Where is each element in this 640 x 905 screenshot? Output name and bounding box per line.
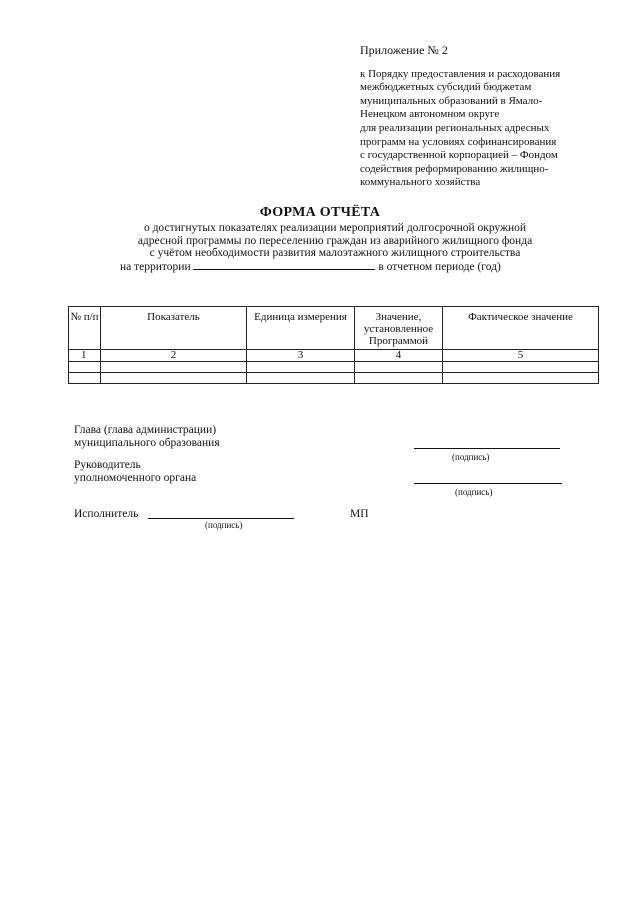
territory-line [100, 260, 570, 274]
column-number: 2 [101, 350, 247, 362]
subtitle-line: адресной программы по переселению граждан из аварийного жилищного фонда [137, 234, 533, 247]
header-planned-value: Значение, установленное Программой [355, 307, 443, 350]
appendix-line: для реализации региональных адресных [360, 121, 550, 134]
table-row [69, 373, 599, 384]
territory-prefix: на территории [120, 260, 191, 273]
appendix-line: программ на условиях софинансирования [360, 135, 557, 148]
table-cell[interactable] [69, 362, 101, 373]
column-number: 4 [355, 350, 443, 362]
manager-signature-line[interactable] [414, 483, 562, 484]
header-unit: Единица измерения [247, 307, 355, 350]
appendix-line: содействия реформированию жилищно- [360, 162, 549, 175]
manager-signature-caption: (подпись) [455, 487, 493, 497]
table-cell[interactable] [355, 362, 443, 373]
appendix-line: Ненецком автономном округе [360, 108, 500, 121]
column-number: 5 [443, 350, 599, 362]
territory-blank-field[interactable] [193, 260, 375, 270]
table-cell[interactable] [443, 362, 599, 373]
column-number: 1 [69, 350, 101, 362]
header-actual-value: Фактическое значение [443, 307, 599, 350]
head-label-line: Глава (глава администрации) [74, 424, 217, 436]
head-signature-label [74, 424, 220, 449]
header-number: № п/п [69, 307, 101, 350]
manager-label-line: уполномоченного органа [74, 471, 197, 484]
header-indicator: Показатель [101, 307, 247, 350]
appendix-line: межбюджетных субсидий бюджетам [360, 81, 532, 94]
table-cell[interactable] [247, 362, 355, 373]
subtitle-line: о достигнутых показателях реализации мероприятий долгосрочной окружной [143, 222, 527, 234]
form-subtitle [100, 222, 570, 273]
appendix-title: Приложение № 2 [360, 43, 448, 57]
form-title: ФОРМА ОТЧЁТА [259, 205, 381, 220]
table-cell[interactable] [69, 373, 101, 384]
report-table [68, 306, 599, 384]
table-header-row [69, 307, 599, 350]
manager-signature-label [74, 459, 196, 484]
table-row [69, 362, 599, 373]
manager-label-line: Руководитель [74, 459, 141, 471]
territory-suffix: в отчетном периоде (год) [378, 260, 501, 273]
table-column-numbers-row [69, 350, 599, 362]
head-signature-caption: (подпись) [452, 452, 490, 462]
executor-signature-caption: (подпись) [205, 520, 243, 530]
table-cell[interactable] [355, 373, 443, 384]
table-cell[interactable] [443, 373, 599, 384]
appendix-line: с государственной корпорацией – Фондом [360, 149, 558, 162]
executor-label: Исполнитель [74, 508, 139, 520]
appendix-line: к Порядку предоставления и расходования [360, 67, 561, 80]
table-cell[interactable] [101, 362, 247, 373]
executor-signature-line[interactable] [148, 518, 294, 519]
subtitle-line: с учётом необходимости развития малоэтажного жилищного строительства [149, 247, 521, 260]
appendix-line: муниципальных образований в Ямало- [360, 94, 543, 107]
table-cell[interactable] [101, 373, 247, 384]
column-number: 3 [247, 350, 355, 362]
stamp-label: МП [350, 508, 369, 520]
appendix-block [360, 44, 620, 190]
appendix-line: коммунального хозяйства [360, 176, 481, 189]
table-cell[interactable] [247, 373, 355, 384]
head-label-line: муниципального образования [74, 436, 220, 449]
head-signature-line[interactable] [414, 448, 560, 449]
